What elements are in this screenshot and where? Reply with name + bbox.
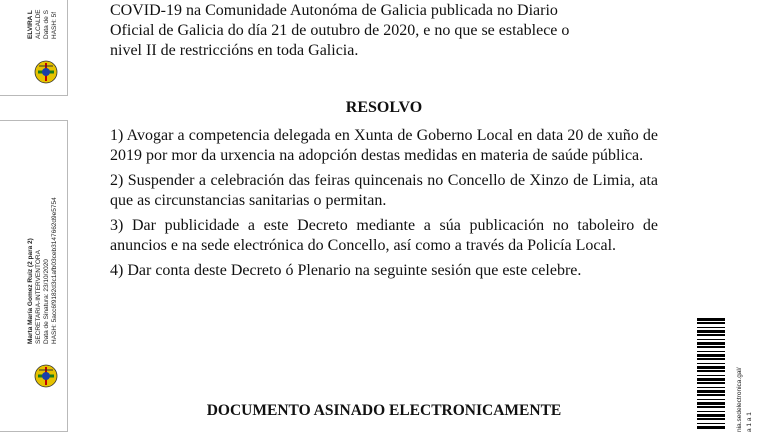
verification-pages: a 1 a 1 — [746, 412, 753, 432]
resolution-items — [110, 126, 658, 281]
resolution-heading: RESOLVO — [345, 99, 423, 116]
signer-name-top: ELVIRA L — [27, 10, 34, 39]
resolution-item: 2) Suspender a celebración das feiras quincenais no Concello de Xinzo de Limia, ata que as circunstancias sanitarias o permitan. — [110, 172, 658, 209]
municipal-seal-icon — [33, 363, 59, 389]
signer-name-bottom: Marta María Gomez Ruiz (2 para 2) — [27, 238, 34, 344]
signature-hash-top: HASH: 5f — [51, 11, 58, 39]
resolution-item: 4) Dar conta deste Decreto ó Plenario na seguinte sesión que este celebre. — [110, 262, 582, 279]
signature-hash-bottom: HASH: 5acc6f9182d3c1afb03ceb3147662d9e5754 — [51, 197, 58, 344]
signer-role-bottom: SECRETARIA-INTERVENTORA — [35, 250, 42, 344]
signature-stamp-secretaria — [0, 120, 68, 432]
signature-stamp-alcalde — [0, 0, 68, 96]
resolution-item: 1) Avogar a competencia delegada en Xunta de Goberno Local en data 20 de xuño de 2019 por mor da urxencia na adopción destas medidas en materia de saúde pública. — [110, 127, 658, 164]
signature-date-bottom: Data de Sinatura: 23/10/2020 — [43, 259, 50, 344]
signed-document-footer: DOCUMENTO ASINADO ELECTRONICAMENTE — [206, 402, 562, 419]
signer-role-top: ALCALDE — [35, 9, 42, 39]
intro-line: COVID-19 na Comunidade Autonóma de Galicia publicada no Diario — [110, 2, 558, 19]
intro-line: nivel II de restriccións en toda Galicia. — [110, 42, 359, 59]
intro-paragraph — [110, 1, 658, 61]
resolution-item: 3) Dar publicidade a este Decreto mediante a súa publicación no taboleiro de anuncios e na sede electrónica do Concello, así como a través da Policía Local. — [110, 217, 658, 254]
intro-line: Oficial de Galicia do día 21 de outubro de 2020, e no que se establece o — [110, 22, 570, 39]
signature-date-top: Data de S — [43, 10, 50, 39]
verification-barcode-icon — [697, 318, 725, 432]
verification-url: nia.sedelectronica.gal/ — [736, 367, 743, 432]
municipal-seal-icon — [33, 59, 59, 85]
